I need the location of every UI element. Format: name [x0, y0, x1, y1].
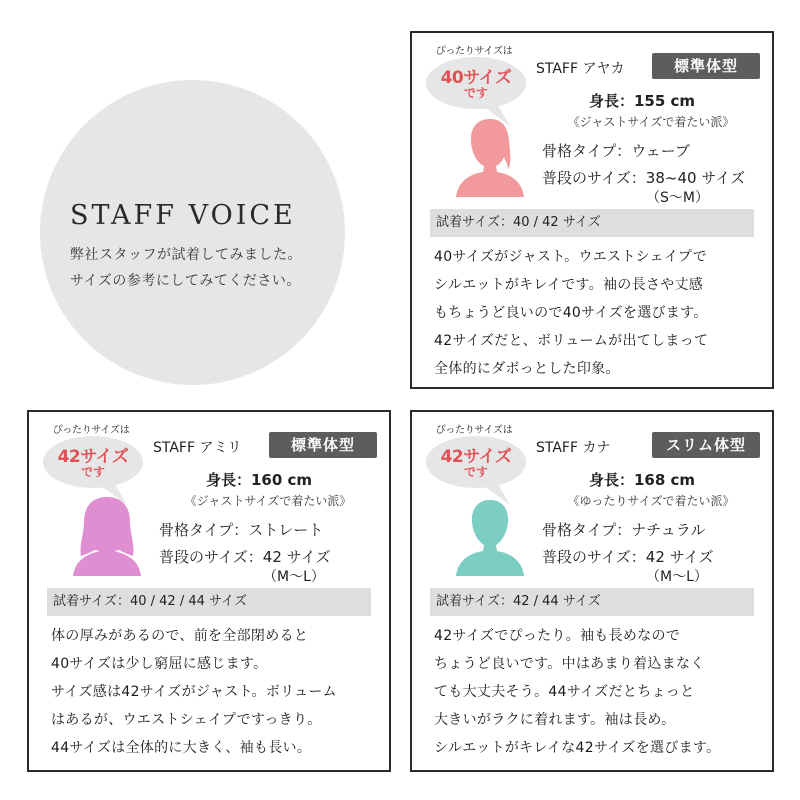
woman-silhouette-icon	[452, 115, 528, 197]
fit-desu: です	[463, 86, 488, 100]
fit-label: ぴったりサイズは	[435, 46, 513, 57]
fit-size: 42サイズ	[57, 447, 129, 467]
comment-line: サイズ感は42サイズがジャスト。ボリューム	[51, 684, 337, 700]
comment-line: 大きいがラクに着れます。袖は長め。	[434, 712, 676, 728]
body-type-badge: スリム体型	[652, 432, 760, 458]
fit-label: ぴったりサイズは	[52, 425, 130, 436]
comment-line: 40サイズがジャスト。ウエストシェイプで	[434, 249, 707, 265]
staff-name: STAFF カナ	[536, 440, 611, 456]
staff-height: 身長：160 cm	[205, 471, 313, 489]
comment-line: ちょうど良いです。中はあまり着込まなく	[434, 656, 705, 672]
fit-size: 42サイズ	[440, 447, 512, 467]
fit-size-bubble	[424, 435, 528, 489]
body-type-badge: 標準体型	[652, 53, 760, 79]
intro-description	[70, 242, 350, 294]
comment-line: シルエットがキレイです。袖の長さや丈感	[434, 277, 704, 293]
usual-size: 普段のサイズ：42 サイズ	[542, 548, 714, 566]
woman-silhouette-icon	[452, 494, 528, 576]
comment-line: はあるが、ウエストシェイプですっきり。	[51, 712, 322, 728]
usual-size-letter: （S〜M）	[646, 190, 709, 206]
tried-sizes-bar: 試着サイズ：42 / 44 サイズ	[430, 588, 754, 616]
fit-preference: 《ゆったりサイズで着たい派》	[567, 494, 735, 508]
usual-size-letter: （M〜L）	[646, 569, 708, 585]
comment-line: 体の厚みがあるので、前を全部閉めると	[51, 628, 309, 644]
staff-comment	[434, 622, 770, 762]
staff-name: STAFF アミリ	[153, 440, 242, 456]
comment-line: ても大丈夫そう。44サイズだとちょっと	[434, 684, 695, 700]
fit-size-bubble	[424, 56, 528, 110]
fit-label: ぴったりサイズは	[435, 425, 513, 436]
usual-size: 普段のサイズ：42 サイズ	[159, 548, 331, 566]
comment-line: 42サイズだと、ボリュームが出てしまって	[434, 333, 709, 349]
comment-line: 全体的にダボっとした印象。	[434, 361, 620, 377]
comment-line: もちょうど良いので40サイズを選びます。	[434, 305, 708, 321]
intro-title: STAFF VOICE	[70, 200, 296, 231]
staff-height: 身長：155 cm	[588, 92, 696, 110]
tried-sizes-bar: 試着サイズ：40 / 42 / 44 サイズ	[47, 588, 371, 616]
comment-line: 40サイズは少し窮屈に感じます。	[51, 656, 268, 672]
fit-desu: です	[463, 465, 488, 479]
staff-card-kana	[410, 410, 774, 772]
staff-card-ayaka	[410, 31, 774, 389]
fit-preference: 《ジャストサイズで着たい派》	[567, 115, 735, 129]
frame-type: 骨格タイプ：ナチュラル	[542, 521, 706, 539]
staff-comment	[434, 243, 770, 383]
usual-size-letter: （M〜L）	[263, 569, 325, 585]
comment-line: 44サイズは全体的に大きく、袖も長い。	[51, 740, 312, 756]
woman-silhouette-icon	[69, 494, 145, 576]
staff-card-amiri	[27, 410, 391, 772]
fit-size: 40サイズ	[440, 68, 512, 88]
body-type-badge: 標準体型	[269, 432, 377, 458]
intro-line-1: 弊社スタッフが試着してみました。	[70, 247, 302, 263]
fit-desu: です	[80, 465, 105, 479]
usual-size: 普段のサイズ：38~40 サイズ	[542, 169, 746, 187]
staff-height: 身長：168 cm	[588, 471, 696, 489]
intro-circle	[40, 80, 345, 385]
comment-line: シルエットがキレイな42サイズを選びます。	[434, 740, 721, 756]
comment-line: 42サイズでぴったり。袖も長めなので	[434, 628, 681, 644]
fit-preference: 《ジャストサイズで着たい派》	[184, 494, 352, 508]
intro-line-2: サイズの参考にしてみてください。	[70, 273, 301, 289]
tried-sizes-bar: 試着サイズ：40 / 42 サイズ	[430, 209, 754, 237]
fit-size-bubble	[41, 435, 145, 489]
frame-type: 骨格タイプ：ストレート	[159, 521, 324, 539]
staff-comment	[51, 622, 387, 762]
staff-name: STAFF アヤカ	[536, 61, 625, 77]
frame-type: 骨格タイプ：ウェーブ	[542, 142, 690, 160]
